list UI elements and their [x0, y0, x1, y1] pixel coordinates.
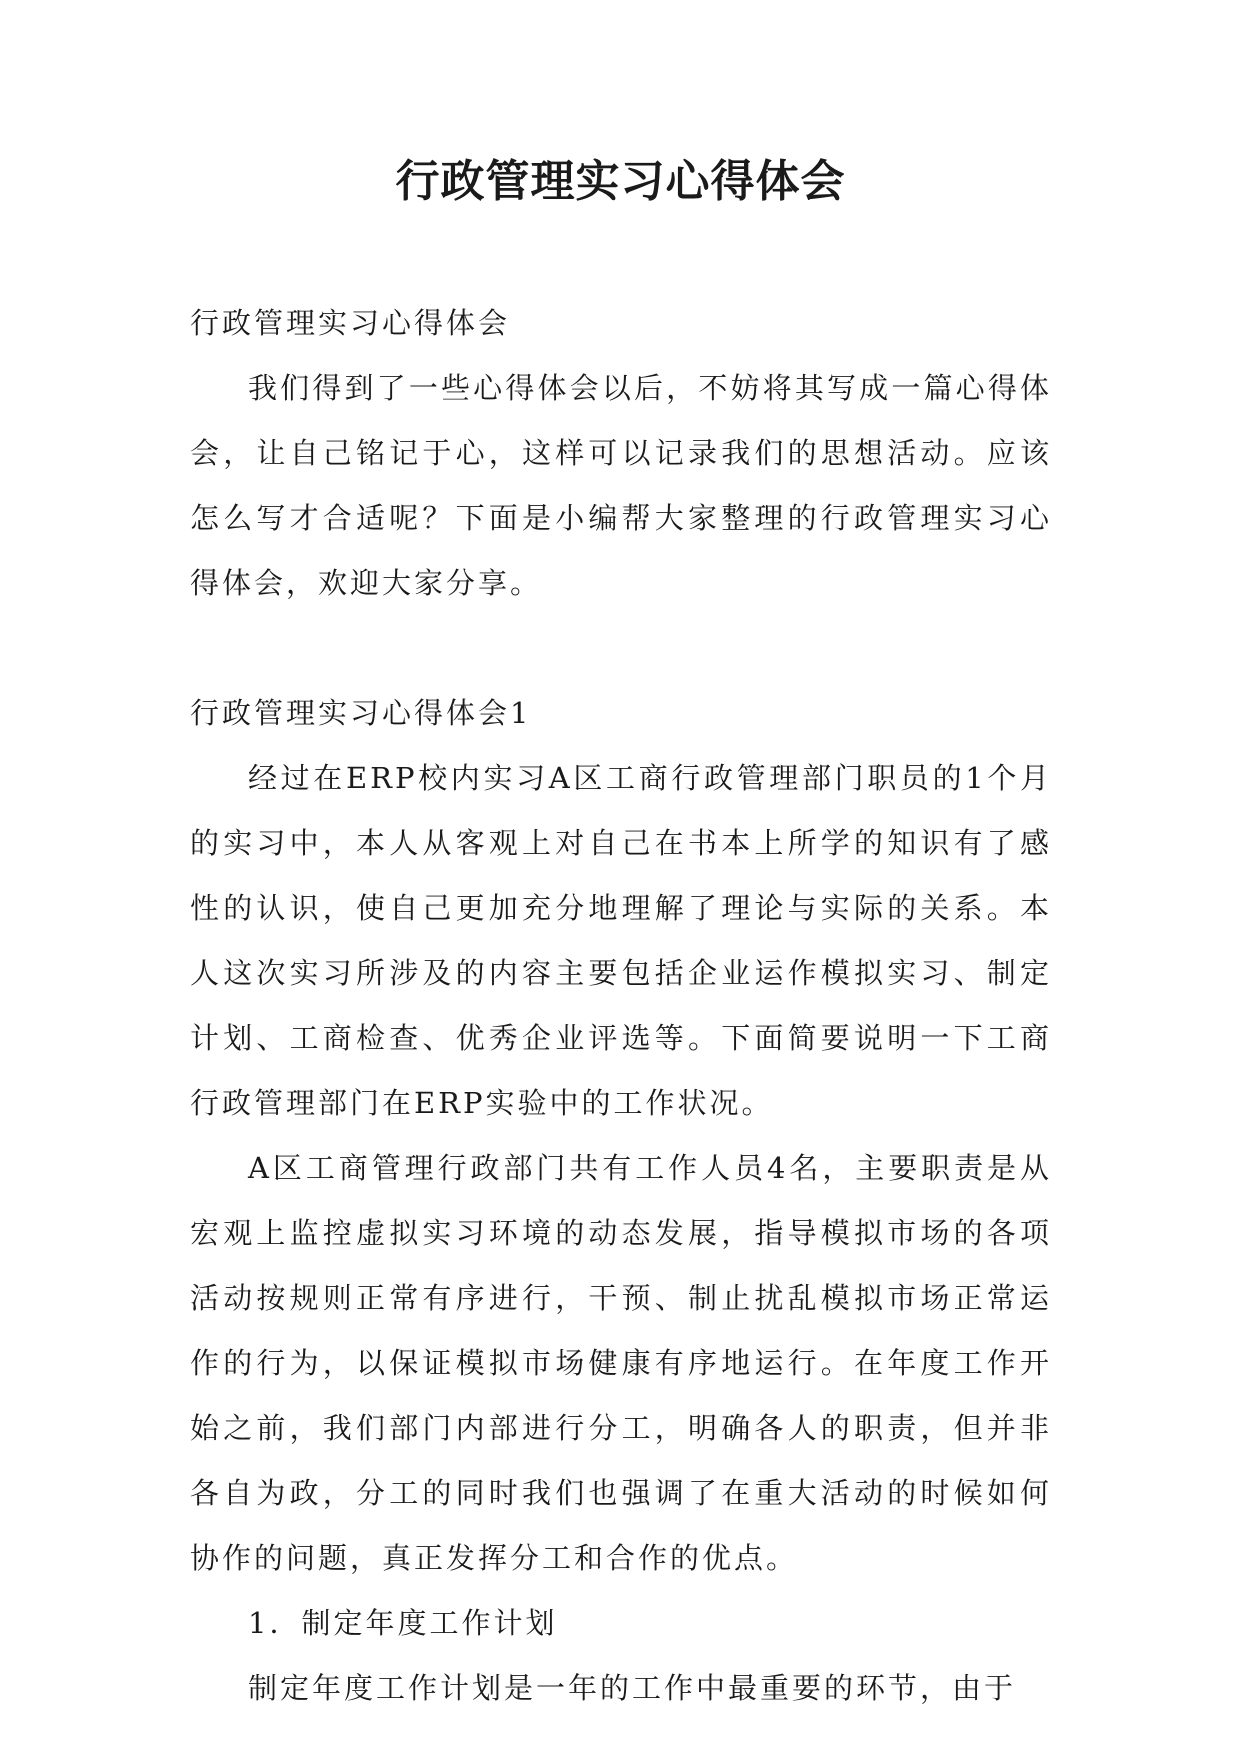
- section-spacer: [190, 616, 1052, 681]
- section-heading: 行政管理实习心得体会1: [190, 696, 532, 730]
- body-paragraph: 制定年度工作计划是一年的工作中最重要的环节，由于: [248, 1671, 1017, 1705]
- numbered-subheading: 1．制定年度工作计划: [248, 1606, 558, 1640]
- document-body: [190, 291, 1052, 1721]
- document-title: 行政管理实习心得体会: [395, 156, 846, 207]
- intro-paragraph: 我们得到了一些心得体会以后，不妨将其写成一篇心得体会，让自己铭记于心，这样可以记录我们的思想活动。应该怎么写才合适呢？下面是小编帮大家整理的行政管理实习心得体会，欢迎大家分享。: [190, 371, 1052, 600]
- body-paragraph: A区工商管理行政部门共有工作人员4名，主要职责是从宏观上监控虚拟实习环境的动态发展，指导模拟市场的各项活动按规则正常有序进行，干预、制止扰乱模拟市场正常运作的行为，以保证模拟市场健康有序地运行。在年度工作开始之前，我们部门内部进行分工，明确各人的职责，但并非各自为政，分工的同时我们也强调了在重大活动的时候如何协作的问题，真正发挥分工和合作的优点。: [190, 1151, 1052, 1575]
- body-paragraph: 经过在ERP校内实习A区工商行政管理部门职员的1个月的实习中，本人从客观上对自己在书本上所学的知识有了感性的认识，使自己更加充分地理解了理论与实际的关系。本人这次实习所涉及的内容主要包括企业运作模拟实习、制定计划、工商检查、优秀企业评选等。下面简要说明一下工商行政管理部门在ERP实验中的工作状况。: [190, 761, 1052, 1120]
- intro-heading: 行政管理实习心得体会: [190, 306, 511, 340]
